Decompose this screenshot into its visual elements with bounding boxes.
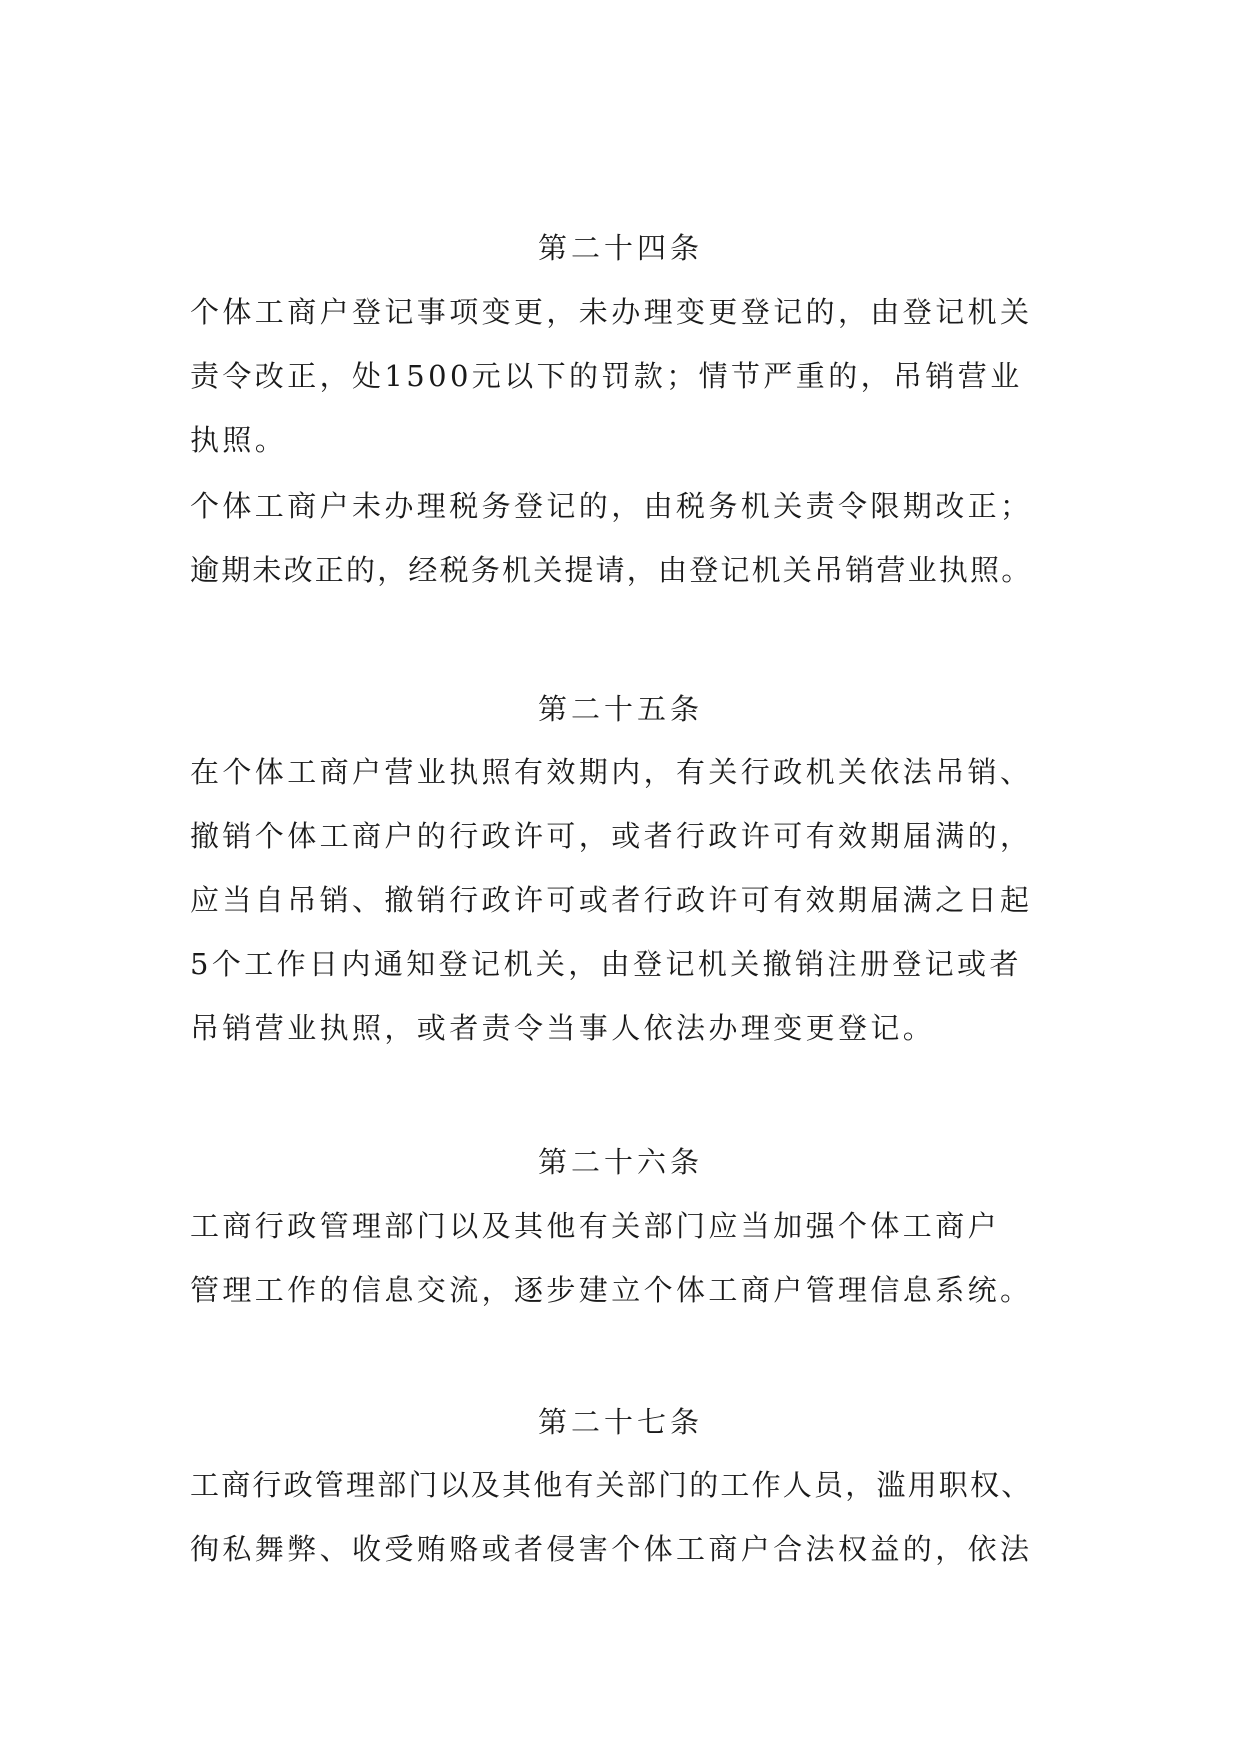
text-line: 工商行政管理部门以及其他有关部门的工作人员，滥用职权、 [190,1468,1033,1502]
article-24-heading: 第二十四条 [537,231,703,265]
text-line: 个体工商户登记事项变更，未办理变更登记的，由登记机关 [190,295,1033,329]
text-line: 责令改正，处1500元以下的罚款；情节严重的，吊销营业 [190,359,1023,393]
article-27-heading: 第二十七条 [537,1405,703,1439]
text-line: 撤销个体工商户的行政许可，或者行政许可有效期届满的， [190,819,1033,853]
text-line: 执照。 [190,423,288,457]
article-27-paragraph-1 [190,1453,1070,1581]
text-line: 个体工商户未办理税务登记的，由税务机关责令限期改正； [190,489,1033,523]
text-line: 工商行政管理部门以及其他有关部门应当加强个体工商户 [190,1209,1001,1243]
article-24-paragraph-1 [190,280,1070,472]
text-line: 吊销营业执照，或者责令当事人依法办理变更登记。 [190,1011,936,1045]
text-line: 应当自吊销、撤销行政许可或者行政许可有效期届满之日起 [190,883,1033,917]
text-line: 徇私舞弊、收受贿赂或者侵害个体工商户合法权益的，依法 [190,1532,1033,1566]
article-26-heading: 第二十六条 [537,1145,703,1179]
text-line: 在个体工商户营业执照有效期内，有关行政机关依法吊销、 [190,755,1033,789]
article-25-paragraph-1 [190,740,1070,1060]
article-26-paragraph-1 [190,1194,1070,1322]
article-24-paragraph-2 [190,474,1070,602]
text-line: 5个工作日内通知登记机关，由登记机关撤销注册登记或者 [190,947,1022,981]
text-line: 管理工作的信息交流，逐步建立个体工商户管理信息系统。 [190,1273,1033,1307]
text-line: 逾期未改正的，经税务机关提请，由登记机关吊销营业执照。 [190,553,1033,587]
article-25-heading: 第二十五条 [537,692,703,726]
